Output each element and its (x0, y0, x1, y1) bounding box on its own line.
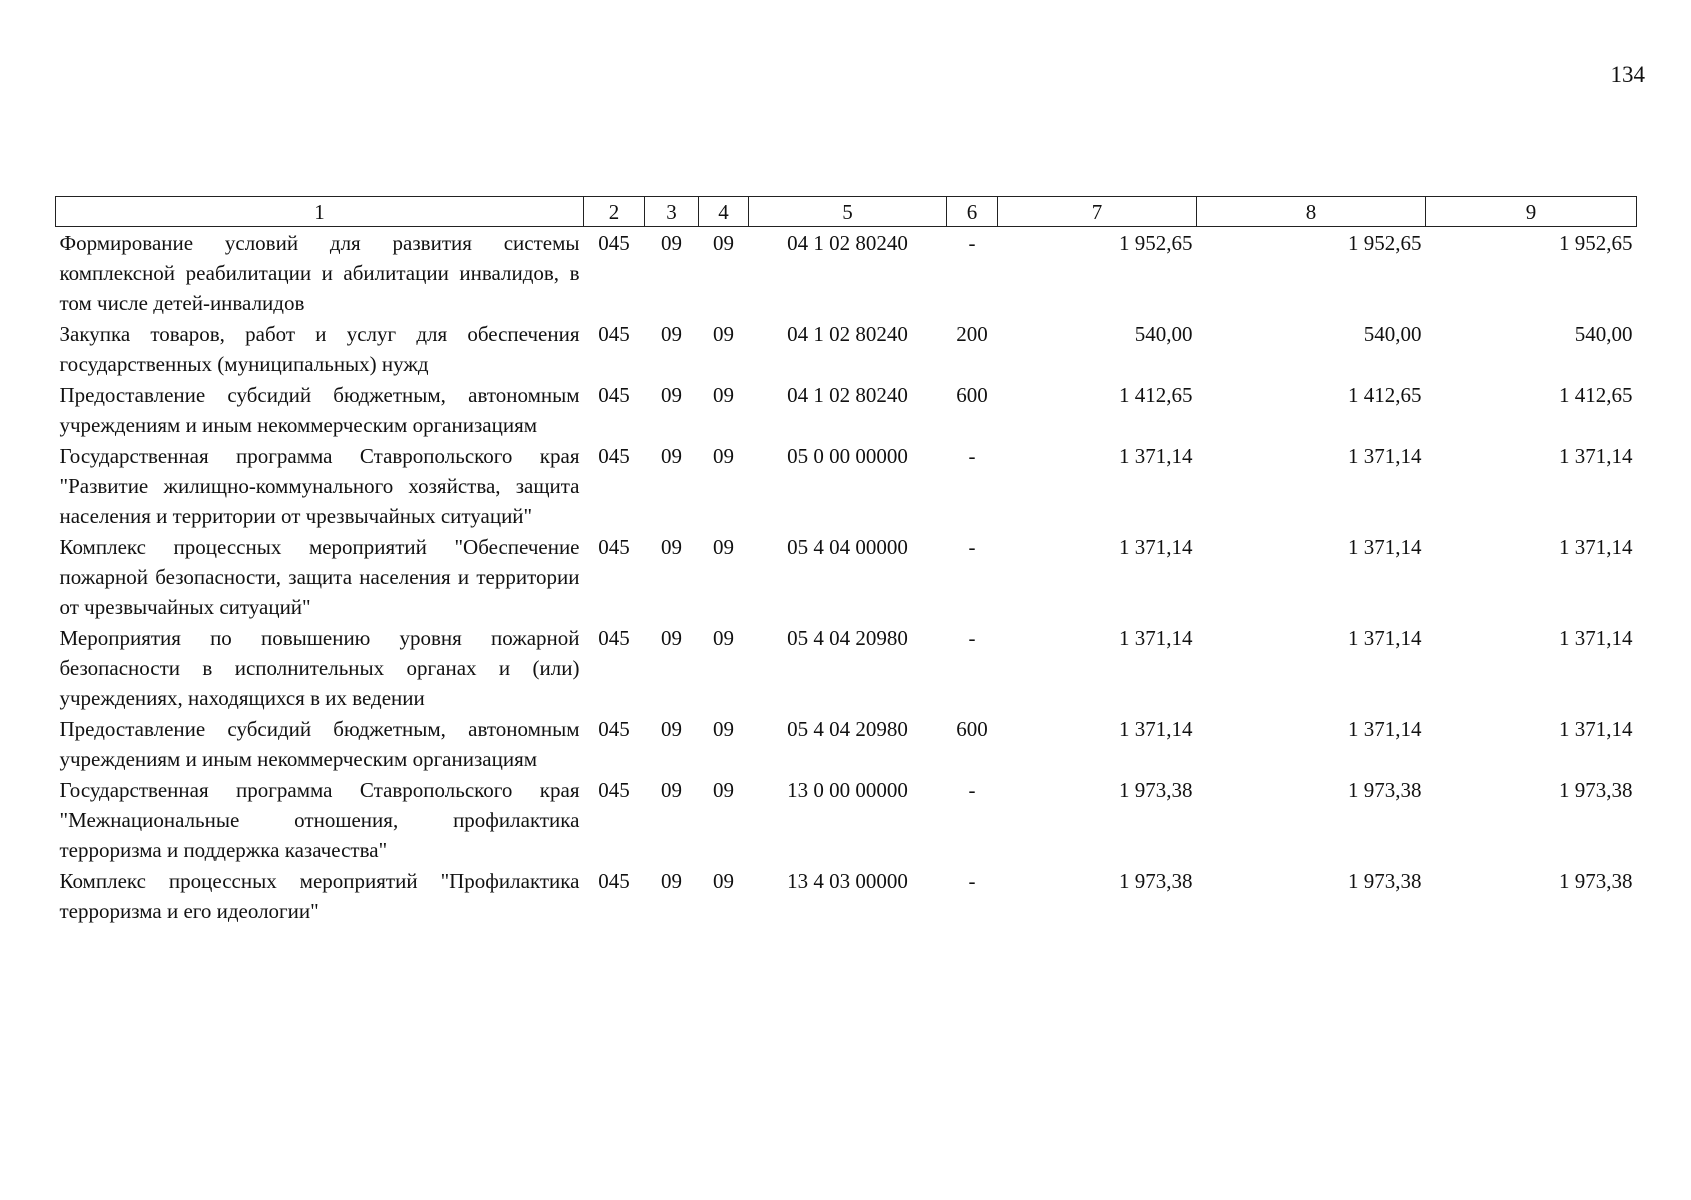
cell-col5: 05 4 04 00000 (787, 535, 908, 559)
header-cell: 8 (1197, 197, 1426, 227)
cell-col5: 04 1 02 80240 (787, 383, 908, 407)
cell-col9: 540,00 (1574, 322, 1633, 346)
cell-col9: 1 371,14 (1559, 717, 1633, 741)
cell-col3: 09 (661, 626, 682, 650)
row-name: Комплекс процессных мероприятий "Обеспечение пожарной безопасности, защита населения и территории от чрезвычайных ситуаций" (59, 535, 580, 619)
row-name: Формирование условий для развития системы комплексной реабилитации и абилитации инвалидов, в том числе детей-инвалидов (59, 231, 580, 315)
header-cell: 1 (56, 197, 584, 227)
row-name: Государственная программа Ставропольского края "Межнациональные отношения, профилактика терроризма и поддержка казачества" (59, 778, 580, 862)
cell-col7: 1 371,14 (1119, 535, 1193, 559)
cell-col4: 09 (713, 535, 734, 559)
cell-col3: 09 (661, 778, 682, 802)
cell-col5: 04 1 02 80240 (787, 322, 908, 346)
cell-col4: 09 (713, 869, 734, 893)
cell-col3: 09 (661, 383, 682, 407)
row-name: Мероприятия по повышению уровня пожарной безопасности в исполнительных органах и (или) учреждениях, находящихся в их ведении (59, 626, 580, 710)
cell-col6: - (968, 231, 976, 255)
header-cell: 4 (699, 197, 749, 227)
cell-col5: 04 1 02 80240 (787, 231, 908, 255)
table-row (56, 440, 1637, 531)
cell-col4: 09 (713, 231, 734, 255)
cell-col5: 05 0 00 00000 (787, 444, 908, 468)
row-name: Закупка товаров, работ и услуг для обеспечения государственных (муниципальных) нужд (59, 322, 580, 376)
cell-col4: 09 (713, 626, 734, 650)
cell-col7: 1 371,14 (1119, 626, 1193, 650)
cell-col9: 1 371,14 (1559, 535, 1633, 559)
cell-col6: 200 (956, 322, 988, 346)
cell-col9: 1 973,38 (1559, 778, 1633, 802)
table-row (56, 227, 1637, 319)
cell-col8: 1 371,14 (1348, 626, 1422, 650)
cell-col2: 045 (598, 717, 630, 741)
cell-col2: 045 (598, 626, 630, 650)
cell-col7: 1 371,14 (1119, 717, 1193, 741)
cell-col9: 1 952,65 (1559, 231, 1633, 255)
table-row (56, 531, 1637, 622)
cell-col6: 600 (956, 383, 988, 407)
cell-col8: 540,00 (1363, 322, 1422, 346)
cell-col4: 09 (713, 717, 734, 741)
cell-col4: 09 (713, 444, 734, 468)
cell-col7: 1 412,65 (1119, 383, 1193, 407)
table-row (56, 622, 1637, 713)
cell-col9: 1 371,14 (1559, 626, 1633, 650)
cell-col2: 045 (598, 231, 630, 255)
row-name: Государственная программа Ставропольского края "Развитие жилищно-коммунального хозяйства, защита населения и территории от чрезвычайных ситуаций" (59, 444, 580, 528)
cell-col7: 540,00 (1134, 322, 1193, 346)
cell-col5: 13 0 00 00000 (787, 778, 908, 802)
cell-col3: 09 (661, 444, 682, 468)
header-cell: 3 (645, 197, 699, 227)
cell-col7: 1 371,14 (1119, 444, 1193, 468)
cell-col8: 1 371,14 (1348, 444, 1422, 468)
cell-col9: 1 371,14 (1559, 444, 1633, 468)
cell-col2: 045 (598, 535, 630, 559)
cell-col2: 045 (598, 869, 630, 893)
table-row (56, 865, 1637, 926)
cell-col8: 1 973,38 (1348, 869, 1422, 893)
table-row (56, 713, 1637, 774)
cell-col8: 1 952,65 (1348, 231, 1422, 255)
header-cell: 6 (947, 197, 998, 227)
cell-col8: 1 371,14 (1348, 717, 1422, 741)
cell-col4: 09 (713, 778, 734, 802)
cell-col6: - (968, 778, 976, 802)
cell-col6: - (968, 869, 976, 893)
table-header-row (56, 197, 1637, 227)
page-number: 134 (1610, 62, 1645, 87)
cell-col7: 1 952,65 (1119, 231, 1193, 255)
cell-col5: 13 4 03 00000 (787, 869, 908, 893)
budget-table (55, 196, 1637, 926)
cell-col3: 09 (661, 869, 682, 893)
cell-col6: 600 (956, 717, 988, 741)
row-name: Предоставление субсидий бюджетным, автономным учреждениям и иным некоммерческим организациям (59, 383, 580, 437)
cell-col2: 045 (598, 444, 630, 468)
row-name: Комплекс процессных мероприятий "Профилактика терроризма и его идеологии" (59, 869, 580, 923)
table-row (56, 379, 1637, 440)
header-cell: 7 (998, 197, 1197, 227)
cell-col6: - (968, 626, 976, 650)
header-cell: 9 (1426, 197, 1637, 227)
cell-col9: 1 412,65 (1559, 383, 1633, 407)
header-cell: 2 (584, 197, 645, 227)
table-row (56, 318, 1637, 379)
cell-col7: 1 973,38 (1119, 869, 1193, 893)
cell-col8: 1 371,14 (1348, 535, 1422, 559)
cell-col7: 1 973,38 (1119, 778, 1193, 802)
cell-col8: 1 412,65 (1348, 383, 1422, 407)
cell-col3: 09 (661, 322, 682, 346)
cell-col6: - (968, 535, 976, 559)
cell-col5: 05 4 04 20980 (787, 717, 908, 741)
row-name: Предоставление субсидий бюджетным, автономным учреждениям и иным некоммерческим организациям (59, 717, 580, 771)
cell-col3: 09 (661, 231, 682, 255)
table-body (56, 227, 1637, 927)
cell-col2: 045 (598, 383, 630, 407)
cell-col3: 09 (661, 535, 682, 559)
cell-col9: 1 973,38 (1559, 869, 1633, 893)
cell-col8: 1 973,38 (1348, 778, 1422, 802)
cell-col4: 09 (713, 322, 734, 346)
cell-col3: 09 (661, 717, 682, 741)
cell-col2: 045 (598, 778, 630, 802)
cell-col6: - (968, 444, 976, 468)
table-row (56, 774, 1637, 865)
header-cell: 5 (749, 197, 947, 227)
cell-col2: 045 (598, 322, 630, 346)
cell-col4: 09 (713, 383, 734, 407)
cell-col5: 05 4 04 20980 (787, 626, 908, 650)
